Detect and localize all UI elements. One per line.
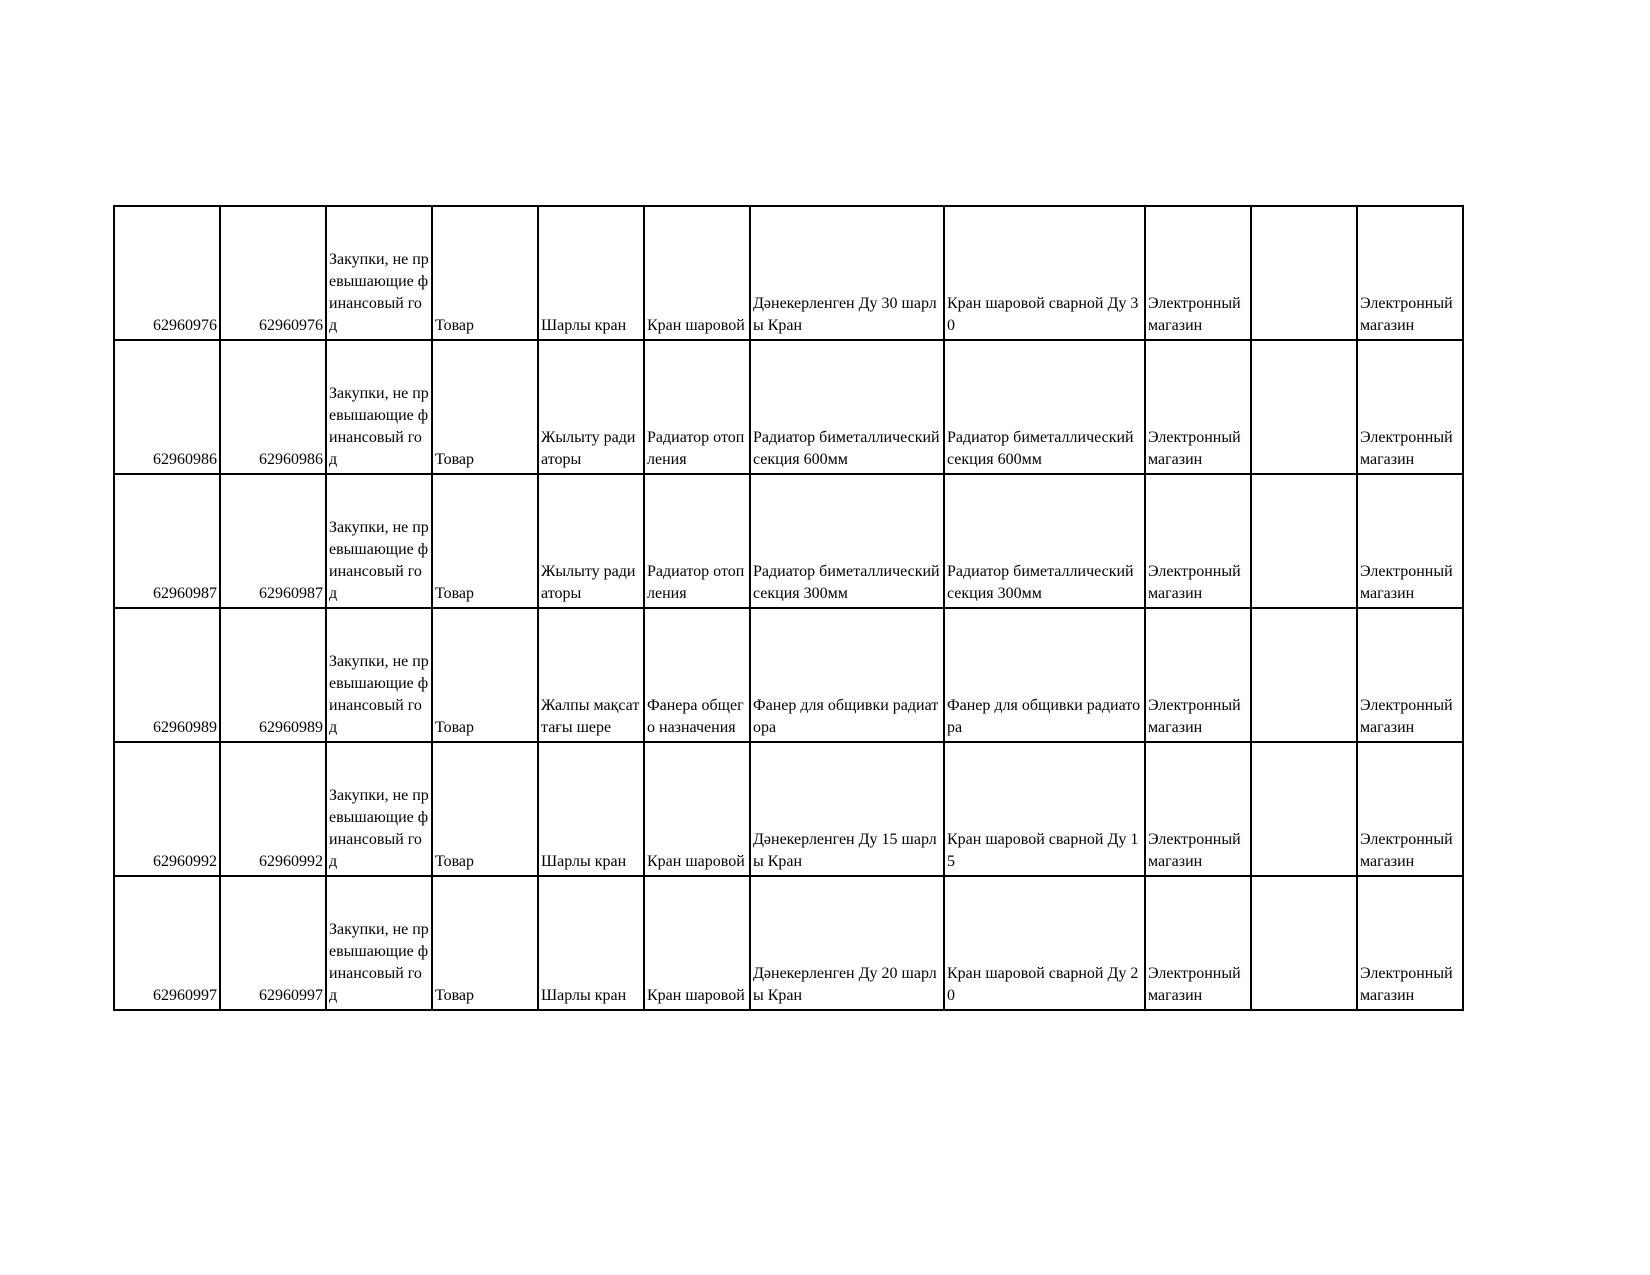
cell-name-kz: Жылыту радиаторы	[538, 340, 644, 474]
cell-id: 62960976	[114, 206, 220, 340]
cell-method: Электронный магазин	[1145, 742, 1251, 876]
cell-method-2: Электронный магазин	[1357, 206, 1463, 340]
cell-purchase-type: Закупки, не превышающие финансовый год	[326, 206, 432, 340]
cell-method: Электронный магазин	[1145, 608, 1251, 742]
cell-method: Электронный магазин	[1145, 340, 1251, 474]
cell-id: 62960997	[114, 876, 220, 1010]
cell-id-2: 62960997	[220, 876, 326, 1010]
cell-method-2: Электронный магазин	[1357, 876, 1463, 1010]
cell-purchase-type: Закупки, не превышающие финансовый год	[326, 474, 432, 608]
cell-desc-ru: Радиатор биметаллический секция 600мм	[944, 340, 1145, 474]
cell-desc-kz: Радиатор биметаллический секция 300мм	[750, 474, 944, 608]
cell-name-ru: Кран шаровой	[644, 876, 750, 1010]
cell-desc-ru: Кран шаровой сварной Ду 20	[944, 876, 1145, 1010]
cell-id-2: 62960986	[220, 340, 326, 474]
cell-subject: Товар	[432, 742, 538, 876]
table-row	[114, 876, 1463, 1010]
cell-name-kz: Шарлы кран	[538, 206, 644, 340]
cell-id: 62960989	[114, 608, 220, 742]
cell-empty	[1251, 876, 1357, 1010]
cell-name-kz: Жалпы мақсаттағы шере	[538, 608, 644, 742]
cell-purchase-type: Закупки, не превышающие финансовый год	[326, 742, 432, 876]
table-row	[114, 742, 1463, 876]
cell-id-2: 62960989	[220, 608, 326, 742]
table-row	[114, 474, 1463, 608]
cell-desc-ru: Радиатор биметаллический секция 300мм	[944, 474, 1145, 608]
cell-id: 62960992	[114, 742, 220, 876]
cell-desc-kz: Радиатор биметаллический секция 600мм	[750, 340, 944, 474]
cell-desc-kz: Дәнекерленген Ду 30 шарлы Кран	[750, 206, 944, 340]
cell-id: 62960986	[114, 340, 220, 474]
cell-method-2: Электронный магазин	[1357, 474, 1463, 608]
cell-name-ru: Фанера общего назначения	[644, 608, 750, 742]
table-body	[114, 206, 1463, 1010]
cell-method: Электронный магазин	[1145, 474, 1251, 608]
cell-name-ru: Кран шаровой	[644, 206, 750, 340]
cell-name-ru: Кран шаровой	[644, 742, 750, 876]
table-row	[114, 206, 1463, 340]
cell-id: 62960987	[114, 474, 220, 608]
cell-id-2: 62960976	[220, 206, 326, 340]
cell-subject: Товар	[432, 876, 538, 1010]
cell-purchase-type: Закупки, не превышающие финансовый год	[326, 608, 432, 742]
cell-method-2: Электронный магазин	[1357, 340, 1463, 474]
cell-method: Электронный магазин	[1145, 206, 1251, 340]
cell-purchase-type: Закупки, не превышающие финансовый год	[326, 340, 432, 474]
cell-subject: Товар	[432, 206, 538, 340]
table-row	[114, 340, 1463, 474]
cell-empty	[1251, 340, 1357, 474]
cell-id-2: 62960992	[220, 742, 326, 876]
cell-name-ru: Радиатор отопления	[644, 340, 750, 474]
cell-name-kz: Шарлы кран	[538, 876, 644, 1010]
cell-name-ru: Радиатор отопления	[644, 474, 750, 608]
cell-empty	[1251, 474, 1357, 608]
cell-id-2: 62960987	[220, 474, 326, 608]
cell-empty	[1251, 742, 1357, 876]
cell-name-kz: Шарлы кран	[538, 742, 644, 876]
cell-subject: Товар	[432, 474, 538, 608]
cell-desc-ru: Фанер для общивки радиатора	[944, 608, 1145, 742]
cell-empty	[1251, 206, 1357, 340]
cell-method: Электронный магазин	[1145, 876, 1251, 1010]
cell-desc-ru: Кран шаровой сварной Ду 15	[944, 742, 1145, 876]
cell-subject: Товар	[432, 340, 538, 474]
cell-purchase-type: Закупки, не превышающие финансовый год	[326, 876, 432, 1010]
cell-name-kz: Жылыту радиаторы	[538, 474, 644, 608]
cell-empty	[1251, 608, 1357, 742]
cell-subject: Товар	[432, 608, 538, 742]
procurement-table	[113, 205, 1464, 1011]
cell-desc-ru: Кран шаровой сварной Ду 30	[944, 206, 1145, 340]
cell-method-2: Электронный магазин	[1357, 608, 1463, 742]
cell-desc-kz: Дәнекерленген Ду 20 шарлы Кран	[750, 876, 944, 1010]
cell-method-2: Электронный магазин	[1357, 742, 1463, 876]
cell-desc-kz: Дәнекерленген Ду 15 шарлы Кран	[750, 742, 944, 876]
cell-desc-kz: Фанер для общивки радиатора	[750, 608, 944, 742]
table-row	[114, 608, 1463, 742]
